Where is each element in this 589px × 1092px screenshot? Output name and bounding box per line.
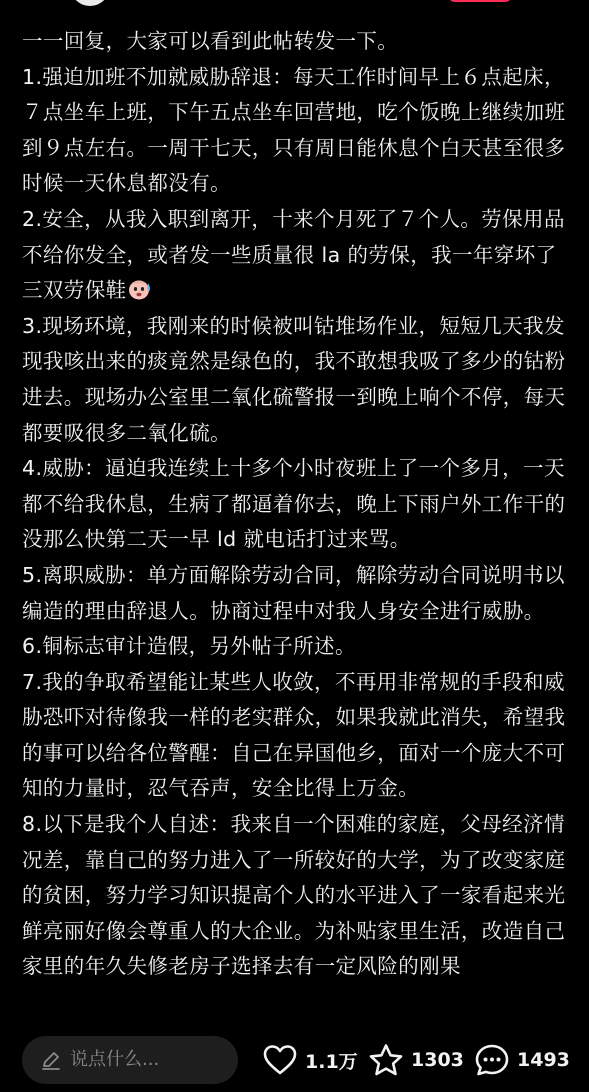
post-paragraph: 7.我的争取希望能让某些人收敛，不再用非常规的手段和威胁恐吓对待像我一样的老实群众，如果我就此消失，希望我的事可以给各位警醒：自己在异国他乡，面对一个庞大不可知的力量时，忍气吞声，安全比得上万金。 <box>22 669 566 801</box>
favorite-button[interactable] <box>368 1040 464 1080</box>
post-paragraph: 5.离职威胁：单方面解除劳动合同，解除劳动合同说明书以编造的理由辞退人。协商过程中对我人身安全进行威胁。 <box>22 562 565 623</box>
comment-input[interactable] <box>22 1036 238 1084</box>
comment-placeholder: 说点什么... <box>70 1049 160 1070</box>
post-paragraph: 1.强迫加班不加就威胁辞退：每天工作时间早上６点起床，７点坐车上班，下午五点坐车回营地，吃个饭晚上继续加班到９点左右。一周干七天，只有周日能休息个白天甚至很多时候一天休息都没有。 <box>22 64 566 196</box>
post-paragraph: 一一回复，大家可以看到此帖转发一下。 <box>22 29 399 53</box>
likes-count: 1.1万 <box>305 1050 358 1073</box>
comment-bubble-icon <box>474 1043 510 1077</box>
pen-icon <box>40 1049 62 1071</box>
comment-button[interactable] <box>474 1040 570 1080</box>
star-icon <box>368 1043 404 1077</box>
comments-count: 1493 <box>517 1049 570 1071</box>
post-paragraph <box>22 202 570 309</box>
post-body <box>22 24 570 1020</box>
post-paragraph: 6.铜标志审计造假，另外帖子所述。 <box>22 634 356 659</box>
favorites-count: 1303 <box>411 1049 464 1071</box>
follow-button[interactable] <box>448 0 512 2</box>
post-paragraph: 8.以下是我个人自述：我来自一个困难的家庭，父母经济情况差，靠自己的努力进入了一所较好的大学，为了改变家庭的贫困，努力学习知识提高个人的水平进入了一家看起来光鲜亮丽好像会尊重人的大企业。为补贴家里生活，改造自己家里的年久失修老房子选择去有一定风险的刚果 <box>22 812 566 979</box>
post-paragraph-text: 2.安全，从我入职到离开，十来个月死了７个人。劳保用品不给你发全，或者发一些质量很 la 的劳保，我一年穿坏了三双劳保鞋 <box>22 206 565 303</box>
bottom-action-bar <box>0 1020 589 1092</box>
post-paragraph: 3.现场环境，我刚来的时候被叫钴堆场作业，短短几天我发现我咳出来的痰竟然是绿色的，我不敢想我吸了多少的钴粉进去。现场办公室里二氧化硫警报一到晚上响个不停，每天都要吸很多二氧化硫。 <box>22 313 566 445</box>
like-button[interactable] <box>262 1040 358 1080</box>
heart-icon <box>262 1044 298 1076</box>
author-avatar[interactable] <box>70 0 110 6</box>
top-strip <box>0 0 589 14</box>
sweating-face-emoji-icon <box>127 276 153 298</box>
post-paragraph: 4.威胁：逼迫我连续上十多个小时夜班上了一个多月，一天都不给我休息，生病了都逼着你去，晚上下雨户外工作干的没那么快第二天一早 ld 就电话打过来骂。 <box>22 456 566 552</box>
